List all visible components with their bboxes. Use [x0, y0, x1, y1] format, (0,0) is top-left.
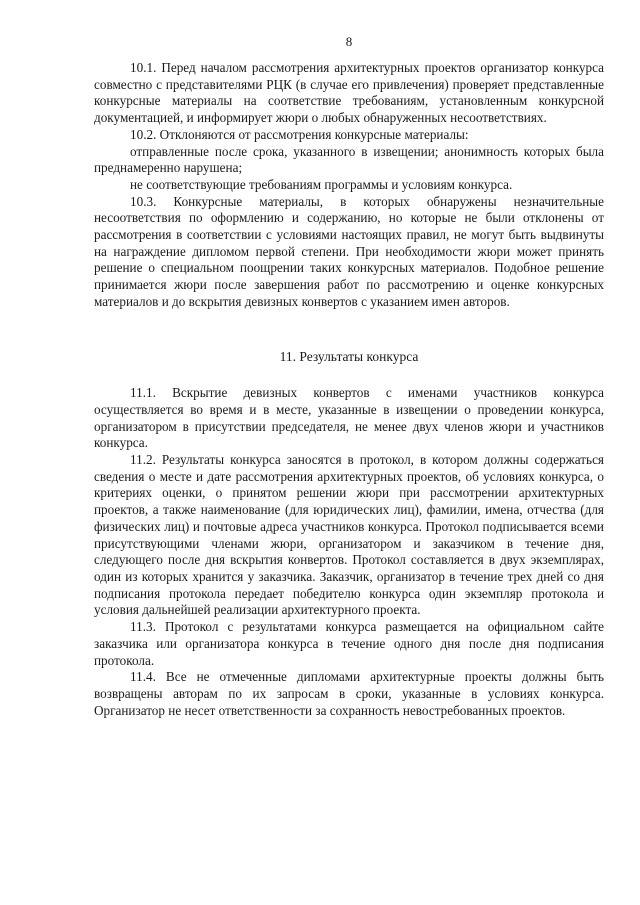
paragraph-11-2: 11.2. Результаты конкурса заносятся в протокол, в котором должны содержаться сведения о месте и дате рассмотрения архитектурных проектов, об условиях конкурса, о критериях оценки, о принятом решении жюри при рассмотрении архитектурных проектов, а также наименование (для юридических лиц), фамилии, имена, отчества (для физических лиц) и почтовые адреса участников конкурса. Протокол подписывается всеми присутствующими членами жюри, организатором и заказчиком в течение дня, следующего после дня вскрытия конвертов. Протокол составляется в двух экземплярах, один из которых хранится у заказчика. Заказчик, организатор в течение трех дней со дня подписания протокола передает победителю конкурса один экземпляр протокола и условия дальнейшей реализации архитектурного проекта.: [94, 452, 604, 618]
paragraph-10-2-item-2: не соответствующие требованиям программы и условиям конкурса.: [130, 176, 513, 192]
page-number: 8: [345, 34, 353, 49]
document-page: [94, 0, 604, 905]
paragraph-10-1: 10.1. Перед началом рассмотрения архитектурных проектов организатор конкурса совместно с представителями РЦК (в случае его привлечения) проверяет представленные конкурсные материалы на соответствие требованиям, установленным конкурсной документацией, и информирует жюри о любых обнаруженных несоответствиях.: [94, 60, 604, 126]
paragraph-11-3: 11.3. Протокол с результатами конкурса размещается на официальном сайте заказчика или организатора конкурса в течение одного дня после дня подписания протокола.: [94, 619, 604, 668]
paragraph-10-2-item-1: отправленные после срока, указанного в извещении; анонимность которых была преднамеренно нарушена;: [94, 143, 604, 176]
document-body: [94, 60, 604, 719]
paragraph-10-2: 10.2. Отклоняются от рассмотрения конкурсные материалы:: [130, 126, 469, 142]
paragraph-11-1: 11.1. Вскрытие девизных конвертов с именами участников конкурса осуществляется во время и в месте, указанные в извещении о проведении конкурса, организатором в присутствии председателя, не менее двух членов жюри и участников конкурса.: [94, 385, 604, 451]
paragraph-11-4: 11.4. Все не отмеченные дипломами архитектурные проекты должны быть возвращены авторам по их запросам в сроки, указанные в условиях конкурса. Организатор не несет ответственности за сохранность невостребованных проектов.: [94, 669, 604, 718]
section-heading: 11. Результаты конкурса: [279, 348, 419, 364]
paragraph-10-3: 10.3. Конкурсные материалы, в которых обнаружены незначительные несоответствия по оформлению и содержанию, но которые не были отклонены от рассмотрения в соответствии с условиями настоящих правил, не могут быть выдвинуты на награждение дипломом первой степени. При необходимости жюри может принять решение о специальном поощрении таких конкурсных материалов. Подобное решение принимается жюри после завершения работ по рассмотрению и оценке конкурсных материалов и до вскрытия девизных конвертов с указанием имен авторов.: [94, 193, 604, 309]
